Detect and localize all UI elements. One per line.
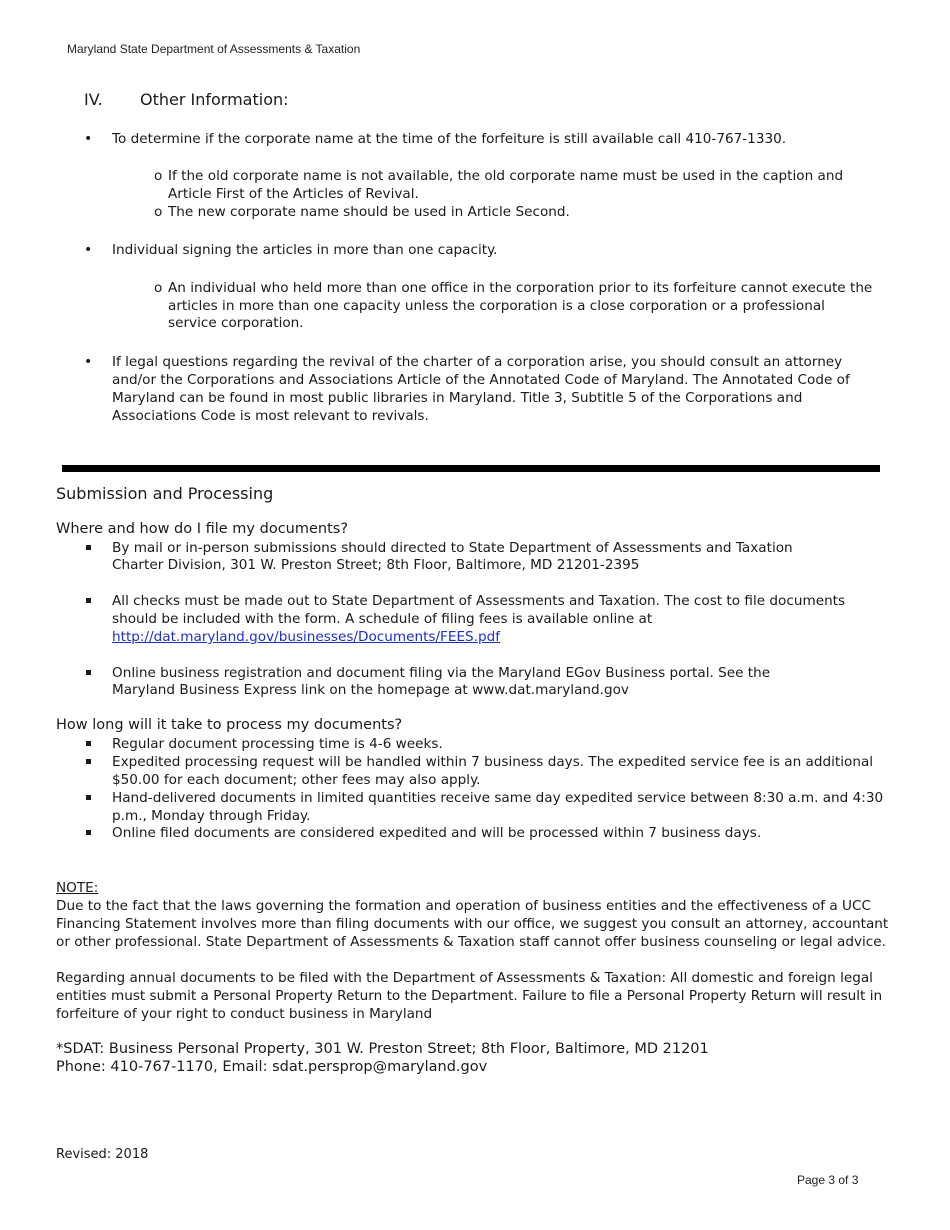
sub-bullet-text: If the old corporate name is not available, the old corporate name must be used in the caption and [168,168,844,184]
list-item: By mail or in-person submissions should directed to State Department of Assessments and Taxation [112,540,793,556]
square-bullet-icon [86,545,91,550]
note-text: Due to the fact that the laws governing the formation and operation of business entities and the effectiveness of a UCC [56,898,871,914]
bullet-dot-icon: • [84,354,93,370]
section-number: IV. [84,90,103,109]
list-item: Hand-delivered documents in limited quantities receive same day expedited service between 8:30 a.m. and 4:30 [112,790,884,806]
list-item: Expedited processing request will be handled within 7 business days. The expedited service fee is an additional [112,754,874,770]
note-text: forfeiture of your right to conduct business in Maryland [56,1006,433,1022]
agency-header: Maryland State Department of Assessments & Taxation [67,42,361,56]
list-item: Maryland Business Express link on the homepage at www.dat.maryland.gov [112,682,629,698]
square-bullet-icon [86,830,91,835]
square-bullet-icon [86,795,91,800]
list-item: should be included with the form. A schedule of filing fees is available online at [112,611,653,627]
list-item: $50.00 for each document; other fees may also apply. [112,772,481,788]
bullet-dot-icon: • [84,242,93,258]
note-text: Financing Statement involves more than filing documents with our office, we suggest you consult an attorney, accountant [56,916,889,932]
bullet-text: If legal questions regarding the revival of the charter of a corporation arise, you should consult an attorney [112,354,843,370]
fees-link[interactable]: http://dat.maryland.gov/businesses/Documents/FEES.pdf [112,629,501,645]
sub-bullet-marker: o [154,280,163,296]
list-item: Regular document processing time is 4-6 weeks. [112,736,443,752]
bullet-dot-icon: • [84,131,93,147]
sub-bullet-text: service corporation. [168,315,304,331]
bullet-text: Maryland can be found in most public libraries in Maryland. Title 3, Subtitle 5 of the Corporations and [112,390,803,406]
square-bullet-icon [86,670,91,675]
revised-date: Revised: 2018 [56,1147,149,1162]
sub-bullet-text: Article First of the Articles of Revival. [168,186,419,202]
sub-bullet-text: The new corporate name should be used in Article Second. [168,204,570,220]
question-heading: Where and how do I file my documents? [56,521,349,537]
note-text: Regarding annual documents to be filed with the Department of Assessments & Taxation: All domestic and foreign legal [56,970,873,986]
bullet-text: Individual signing the articles in more than one capacity. [112,242,498,258]
square-bullet-icon [86,598,91,603]
square-bullet-icon [86,759,91,764]
note-label: NOTE: [56,880,99,896]
bullet-text: and/or the Corporations and Associations Article of the Annotated Code of Maryland. The Annotated Code of [112,372,850,388]
contact-phone-email: Phone: 410-767-1170, Email: sdat.persprop@maryland.gov [56,1059,488,1075]
list-item: Online filed documents are considered expedited and will be processed within 7 business days. [112,825,762,841]
contact-address: *SDAT: Business Personal Property, 301 W. Preston Street; 8th Floor, Baltimore, MD 21201 [56,1041,709,1057]
sub-bullet-marker: o [154,204,163,220]
sub-bullet-marker: o [154,168,163,184]
note-text: entities must submit a Personal Property Return to the Department. Failure to file a Personal Property Return will result in [56,988,883,1004]
list-item: Charter Division, 301 W. Preston Street; 8th Floor, Baltimore, MD 21201-2395 [112,557,640,573]
question-heading: How long will it take to process my documents? [56,717,403,733]
sub-bullet-text: articles in more than one capacity unless the corporation is a close corporation or a professional [168,298,825,314]
section-divider [62,465,880,472]
section-title: Other Information: [140,90,289,109]
list-item: Online business registration and document filing via the Maryland EGov Business portal. See the [112,665,771,681]
list-item: p.m., Monday through Friday. [112,808,311,824]
note-text: or other professional. State Department of Assessments & Taxation staff cannot offer business counseling or legal advice. [56,934,886,950]
list-item: All checks must be made out to State Department of Assessments and Taxation. The cost to file documents [112,593,846,609]
page-number: Page 3 of 3 [797,1173,859,1187]
square-bullet-icon [86,741,91,746]
bullet-text: Associations Code is most relevant to revivals. [112,408,429,424]
bullet-text: To determine if the corporate name at the time of the forfeiture is still available call 410-767-1330. [112,131,787,147]
sub-bullet-text: An individual who held more than one office in the corporation prior to its forfeiture cannot execute the [168,280,873,296]
submission-title: Submission and Processing [56,484,274,503]
